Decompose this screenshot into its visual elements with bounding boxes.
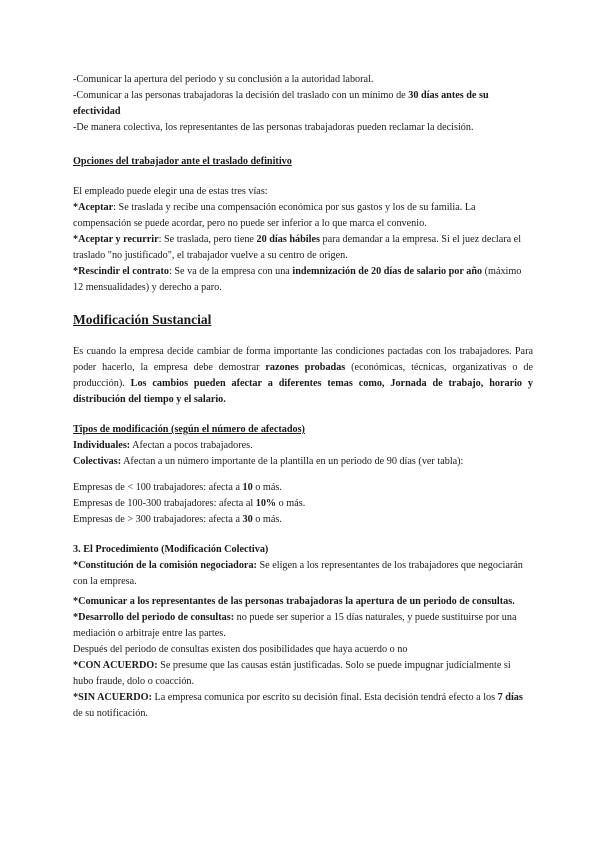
- intro-line: -Comunicar la apertura del periodo y su conclusión a la autoridad laboral.: [73, 74, 374, 85]
- option-item: *Aceptar y recurrir: Se traslada, pero tiene 20 días hábiles para demandar a la empresa. Si el juez declara el traslado "no justificado", el trabajador vuelve a su centro de origen.: [73, 234, 522, 261]
- types-collective: Colectivas: Afectan a un número importante de la plantilla en un periodo de 90 días (ver tabla):: [73, 456, 464, 467]
- document-page: [73, 72, 533, 722]
- procedure-heading: 3. El Procedimiento (Modificación Colectiva): [73, 544, 269, 555]
- types-heading: Tipos de modificación (según el número de afectados): [73, 424, 305, 435]
- procedure-agree: *CON ACUERDO: Se presume que las causas están justificadas. Solo se puede impugnar judicialmente si hubo fraude, dolo o coacción.: [73, 660, 511, 687]
- option-item: *Aceptar: Se traslada y recibe una compensación económica por sus gastos y los de su familia. La compensación se puede acordar, pero no puede ser inferior a lo que marca el convenio.: [73, 202, 476, 229]
- options-intro: El empleado puede elegir una de estas tres vías:: [73, 186, 268, 197]
- threshold-row: Empresas de 100-300 trabajadores: afecta al 10% o más.: [73, 498, 306, 509]
- procedure-step: *Desarrollo del periodo de consultas: no puede ser superior a 15 días naturales, y puede sustituirse por una mediación o arbitraje entre las partes.: [73, 612, 517, 639]
- procedure-noagree: *SIN ACUERDO: La empresa comunica por escrito su decisión final. Esta decisión tendrá efecto a los 7 días de su notificación.: [73, 692, 523, 719]
- types-individual: Individuales: Afectan a pocos trabajadores.: [73, 440, 253, 451]
- section-title: Modificación Sustancial: [73, 312, 212, 327]
- modification-paragraph: Es cuando la empresa decide cambiar de forma importante las condiciones pactadas con los trabajadores. Para poder hacerlo, la empresa debe demostrar razones probadas (económicas, técnicas, organizativas o de producción). Los cambios pueden afectar a diferentes temas como, Jornada de trabajo, horario y distribución del tiempo y el salario.: [73, 346, 533, 405]
- procedure-step: *Comunicar a los representantes de las personas trabajadoras la apertura de un periodo de consultas.: [73, 596, 515, 607]
- procedure-step: *Constitución de la comisión negociadora: Se eligen a los representantes de los trabajadores que negociarán con la empresa.: [73, 560, 523, 587]
- intro-line: -De manera colectiva, los representantes de las personas trabajadoras pueden reclamar la decisión.: [73, 122, 474, 133]
- procedure-after: Después del periodo de consultas existen dos posibilidades que haya acuerdo o no: [73, 644, 408, 655]
- intro-line: -Comunicar a las personas trabajadoras la decisión del traslado con un mínimo de 30 días antes de su efectividad: [73, 90, 489, 117]
- option-item: *Rescindir el contrato: Se va de la empresa con una indemnización de 20 días de salario por año (máximo 12 mensualidades) y derecho a paro.: [73, 266, 522, 293]
- threshold-row: Empresas de > 300 trabajadores: afecta a 30 o más.: [73, 514, 282, 525]
- options-heading: Opciones del trabajador ante el traslado definitivo: [73, 156, 292, 167]
- threshold-row: Empresas de < 100 trabajadores: afecta a 10 o más.: [73, 482, 282, 493]
